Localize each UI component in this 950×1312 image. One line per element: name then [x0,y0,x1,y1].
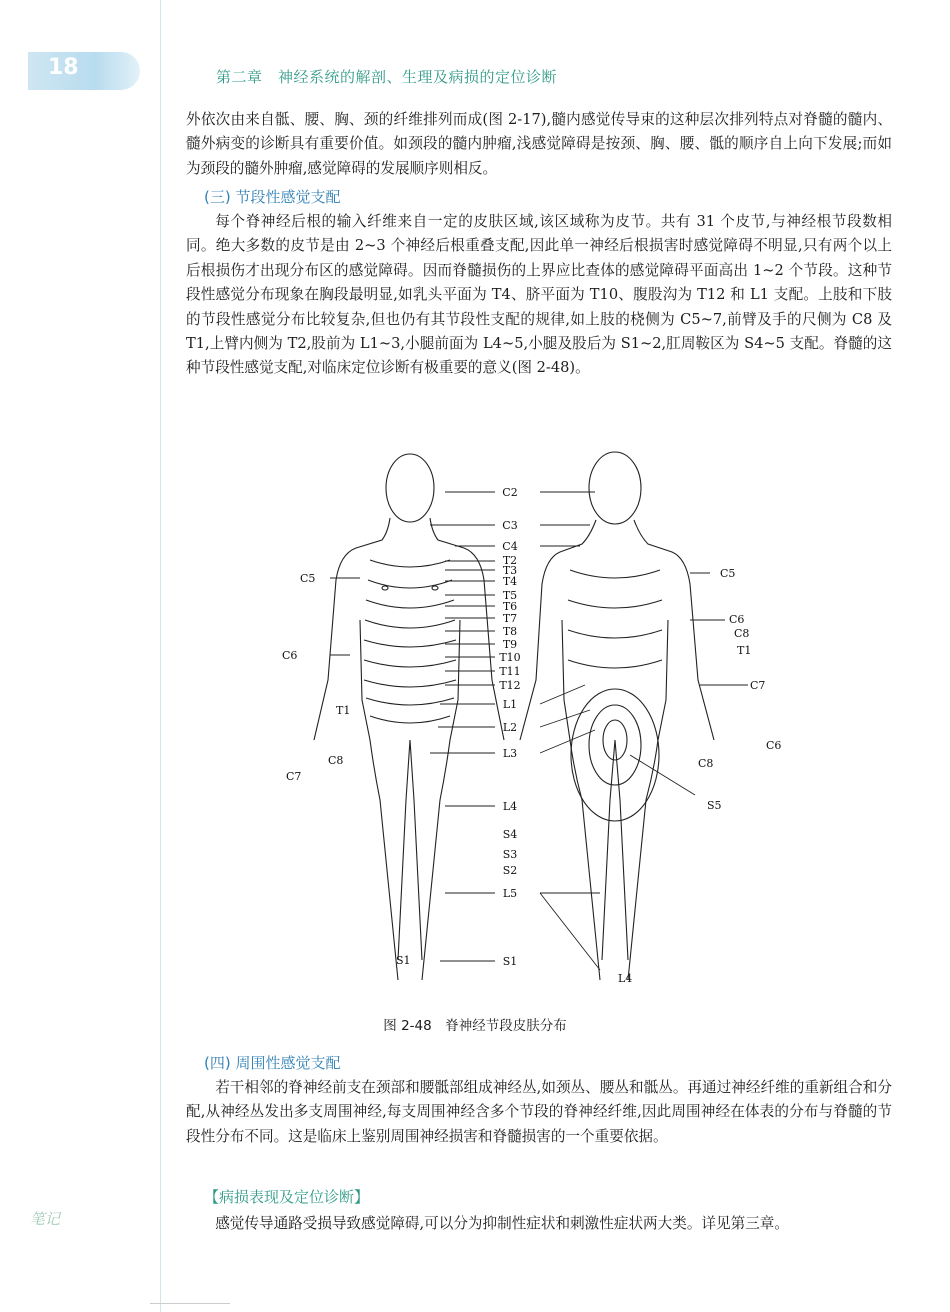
page-number: 18 [48,55,79,80]
figure-caption: 图 2-48 脊神经节段皮肤分布 [383,1018,567,1034]
page-number-badge [28,52,140,90]
back-label-s5: S5 [707,799,722,812]
front-label-t1: T1 [336,704,351,717]
label-t6: T6 [502,600,518,613]
back-label-c6: C6 [729,613,745,626]
label-l5: L5 [502,887,518,900]
label-s1: S1 [502,955,518,968]
paragraph-peripheral: 若干相邻的脊神经前支在颈部和腰骶部组成神经丛,如颈丛、腰丛和骶丛。再通过神经纤维的重新组合和分配,从神经丛发出多支周围神经,每支周围神经含多个节段的脊神经纤维,因此周围神经在体表的分布与脊髓的节段性分布不同。这是临床上鉴别周围神经损害和脊髓损害的一个重要依据。 [186,1079,892,1145]
label-s3: S3 [502,848,518,861]
leader-lines [330,492,748,970]
front-label-c5: C5 [300,572,316,585]
label-t2: T2 [502,554,518,567]
front-label-c6: C6 [282,649,298,662]
front-label-c7: C7 [286,770,302,783]
front-label-c8: C8 [328,754,344,767]
back-label-c5: C5 [720,567,736,580]
paragraph-dermatomes: 每个脊神经后根的输入纤维来自一定的皮肤区域,该区域称为皮节。共有 31 个皮节,与神经根节段数相同。绝大多数的皮节是由 2~3 个神经后根重叠支配,因此单一神经后根损害时感觉障碍不明显,只有两个以上后根损伤才出现分布区的感觉障碍。因而脊髓损伤的上界应比查体的感觉障碍平面高出 1~2 个节段。这种节段性感觉分布现象在胸段最明显,如乳头平面为 T4、脐平面为 T10、腹股沟为 T12 和 L1 支配。上肢和下肢的节段性感觉分布比较复杂,但也仍有其节段性支配的规律,如上肢的桡侧为 C5~7,前臂及手的尺侧为 C8 及 T1,上臂内侧为 T2,股前为 L1~3,小腿前面为 L4~5,小腿及股后为 S1~2,肛周鞍区为 S4~5 支配。脊髓的这种节段性感觉支配,对临床定位诊断有极重要的意义(图 2-48)。 [186,213,892,377]
label-t7: T7 [502,612,518,625]
footer-rule [150,1303,230,1304]
label-t9: T9 [502,638,518,651]
margin-notes-label: 笔记 [30,1210,61,1228]
back-label-c6-hand: C6 [766,739,782,752]
center-segment-labels [499,486,520,968]
label-t12: T12 [499,679,521,692]
back-body-outline [520,452,714,980]
back-label-l4: L4 [618,972,633,985]
label-s2: S2 [502,864,518,877]
label-t8: T8 [502,625,518,638]
label-s4: S4 [502,828,518,841]
label-c3: C3 [502,519,518,532]
label-t10: T10 [499,651,521,664]
back-label-c8: C8 [734,627,750,640]
chapter-title: 第二章 神经系统的解剖、生理及病损的定位诊断 [216,68,558,86]
front-body-outline [314,454,504,980]
label-l2: L2 [502,721,518,734]
front-label-s1: S1 [396,954,411,967]
label-t5: T5 [502,589,518,602]
label-t3: T3 [502,564,518,577]
dermatome-diagram [270,440,810,1000]
dermatome-figure [270,440,810,1000]
back-label-c7: C7 [750,679,766,692]
label-t4: T4 [502,575,518,588]
paragraph-lesion: 感觉传导通路受损导致感觉障碍,可以分为抑制性症状和刺激性症状两大类。详见第三章。 [215,1215,789,1232]
back-side-labels [618,567,781,985]
margin-divider [160,0,161,1312]
lesion-heading: 【病损表现及定位诊断】 [204,1188,370,1206]
section-heading-segmental: (三) 节段性感觉支配 [204,188,341,206]
back-label-t1: T1 [737,644,752,657]
back-label-c8-hand: C8 [698,757,714,770]
label-c2: C2 [502,486,518,499]
label-l4: L4 [502,800,518,813]
label-c4: C4 [502,540,518,553]
label-l1: L1 [502,698,518,711]
label-l3: L3 [502,747,518,760]
paragraph-sensory-tract: 外依次由来自骶、腰、胸、颈的纤维排列而成(图 2-17),髓内感觉传导束的这种层次排列特点对脊髓的髓内、髓外病变的诊断具有重要价值。如颈段的髓内肿瘤,浅感觉障碍是按颈、胸、腰、骶的顺序自上向下发展;而如为颈段的髓外肿瘤,感觉障碍的发展顺序则相反。 [186,111,892,177]
section-heading-peripheral: (四) 周围性感觉支配 [204,1054,341,1072]
label-t11: T11 [499,665,521,678]
